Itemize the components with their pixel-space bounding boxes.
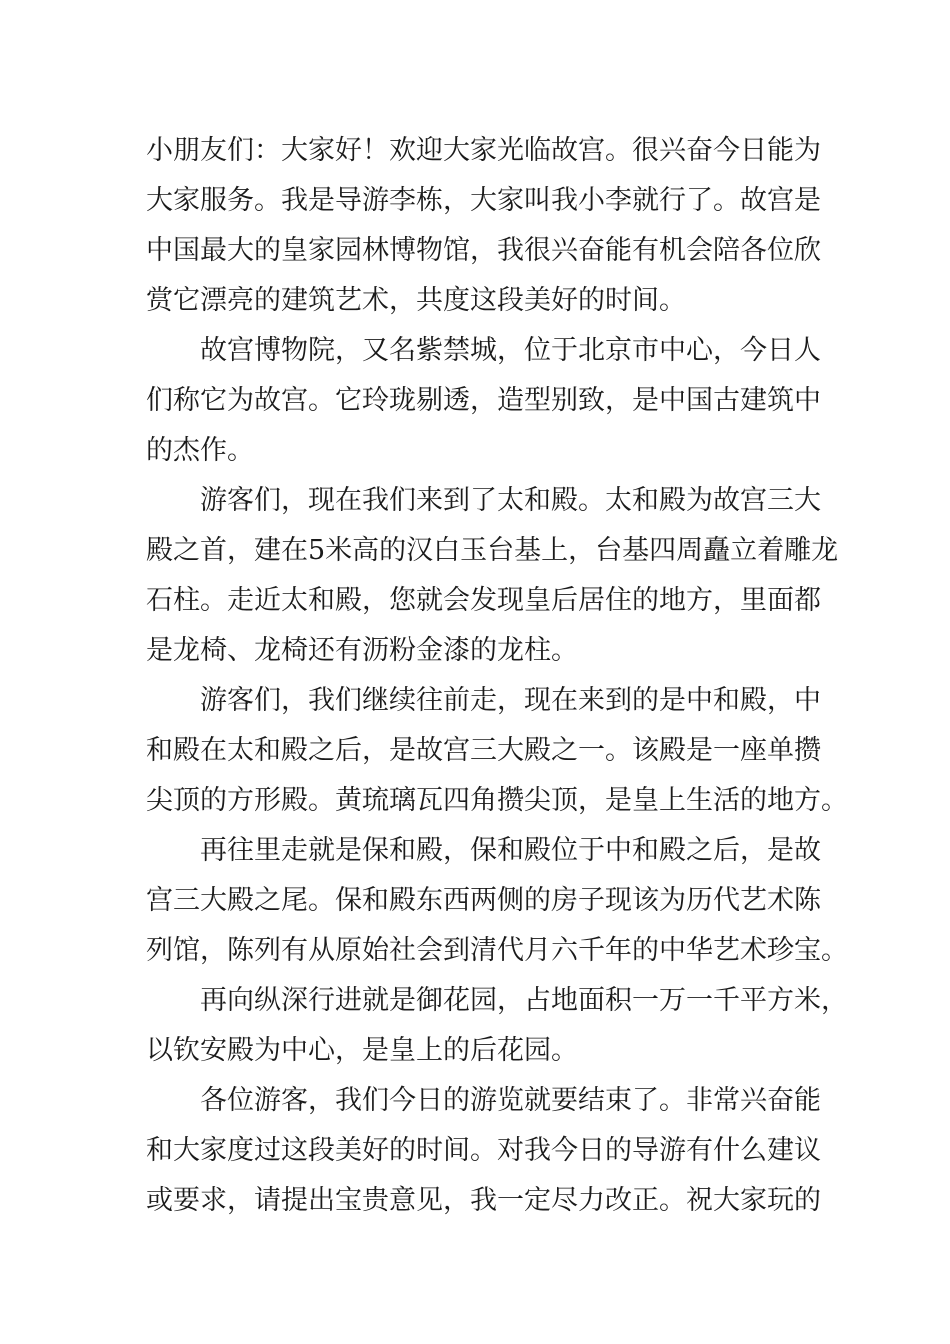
text-line: 们称它为故宫。它玲珑剔透，造型别致，是中国古建筑中 xyxy=(146,385,821,416)
text-line: 赏它漂亮的建筑艺术，共度这段美好的时间。 xyxy=(146,285,686,316)
document-body xyxy=(146,126,848,1226)
text-line: 和殿在太和殿之后，是故宫三大殿之一。该殿是一座单攒 xyxy=(146,735,821,766)
text-line: 宫三大殿之尾。保和殿东西两侧的房子现该为历代艺术陈 xyxy=(146,885,821,916)
text-line: 游客们，现在我们来到了太和殿。太和殿为故宫三大 xyxy=(200,485,821,516)
text-line: 以钦安殿为中心，是皇上的后花园。 xyxy=(146,1035,578,1066)
text-line: 殿之首，建在5米高的汉白玉台基上，台基四周矗立着雕龙 xyxy=(146,535,839,566)
text-line: 或要求，请提出宝贵意见，我一定尽力改正。祝大家玩的 xyxy=(146,1185,821,1216)
text-line: 再向纵深行进就是御花园，占地面积一万一千平方米， xyxy=(200,985,848,1016)
text-line: 的杰作。 xyxy=(146,435,254,466)
text-line: 石柱。走近太和殿，您就会发现皇后居住的地方，里面都 xyxy=(146,585,821,616)
text-line: 是龙椅、龙椅还有沥粉金漆的龙柱。 xyxy=(146,635,578,666)
text-line: 故宫博物院，又名紫禁城，位于北京市中心，今日人 xyxy=(200,335,821,366)
text-line: 和大家度过这段美好的时间。对我今日的导游有什么建议 xyxy=(146,1135,821,1166)
text-line: 中国最大的皇家园林博物馆，我很兴奋能有机会陪各位欣 xyxy=(146,235,821,266)
text-line: 小朋友们：大家好！欢迎大家光临故宫。很兴奋今日能为 xyxy=(146,135,821,166)
text-line: 再往里走就是保和殿，保和殿位于中和殿之后，是故 xyxy=(200,835,821,866)
text-line: 各位游客，我们今日的游览就要结束了。非常兴奋能 xyxy=(200,1085,821,1116)
text-line: 列馆，陈列有从原始社会到清代月六千年的中华艺术珍宝。 xyxy=(146,935,848,966)
text-line: 尖顶的方形殿。黄琉璃瓦四角攒尖顶，是皇上生活的地方。 xyxy=(146,785,848,816)
text-line: 大家服务。我是导游李栋，大家叫我小李就行了。故宫是 xyxy=(146,185,821,216)
text-line: 游客们，我们继续往前走，现在来到的是中和殿，中 xyxy=(200,685,821,716)
